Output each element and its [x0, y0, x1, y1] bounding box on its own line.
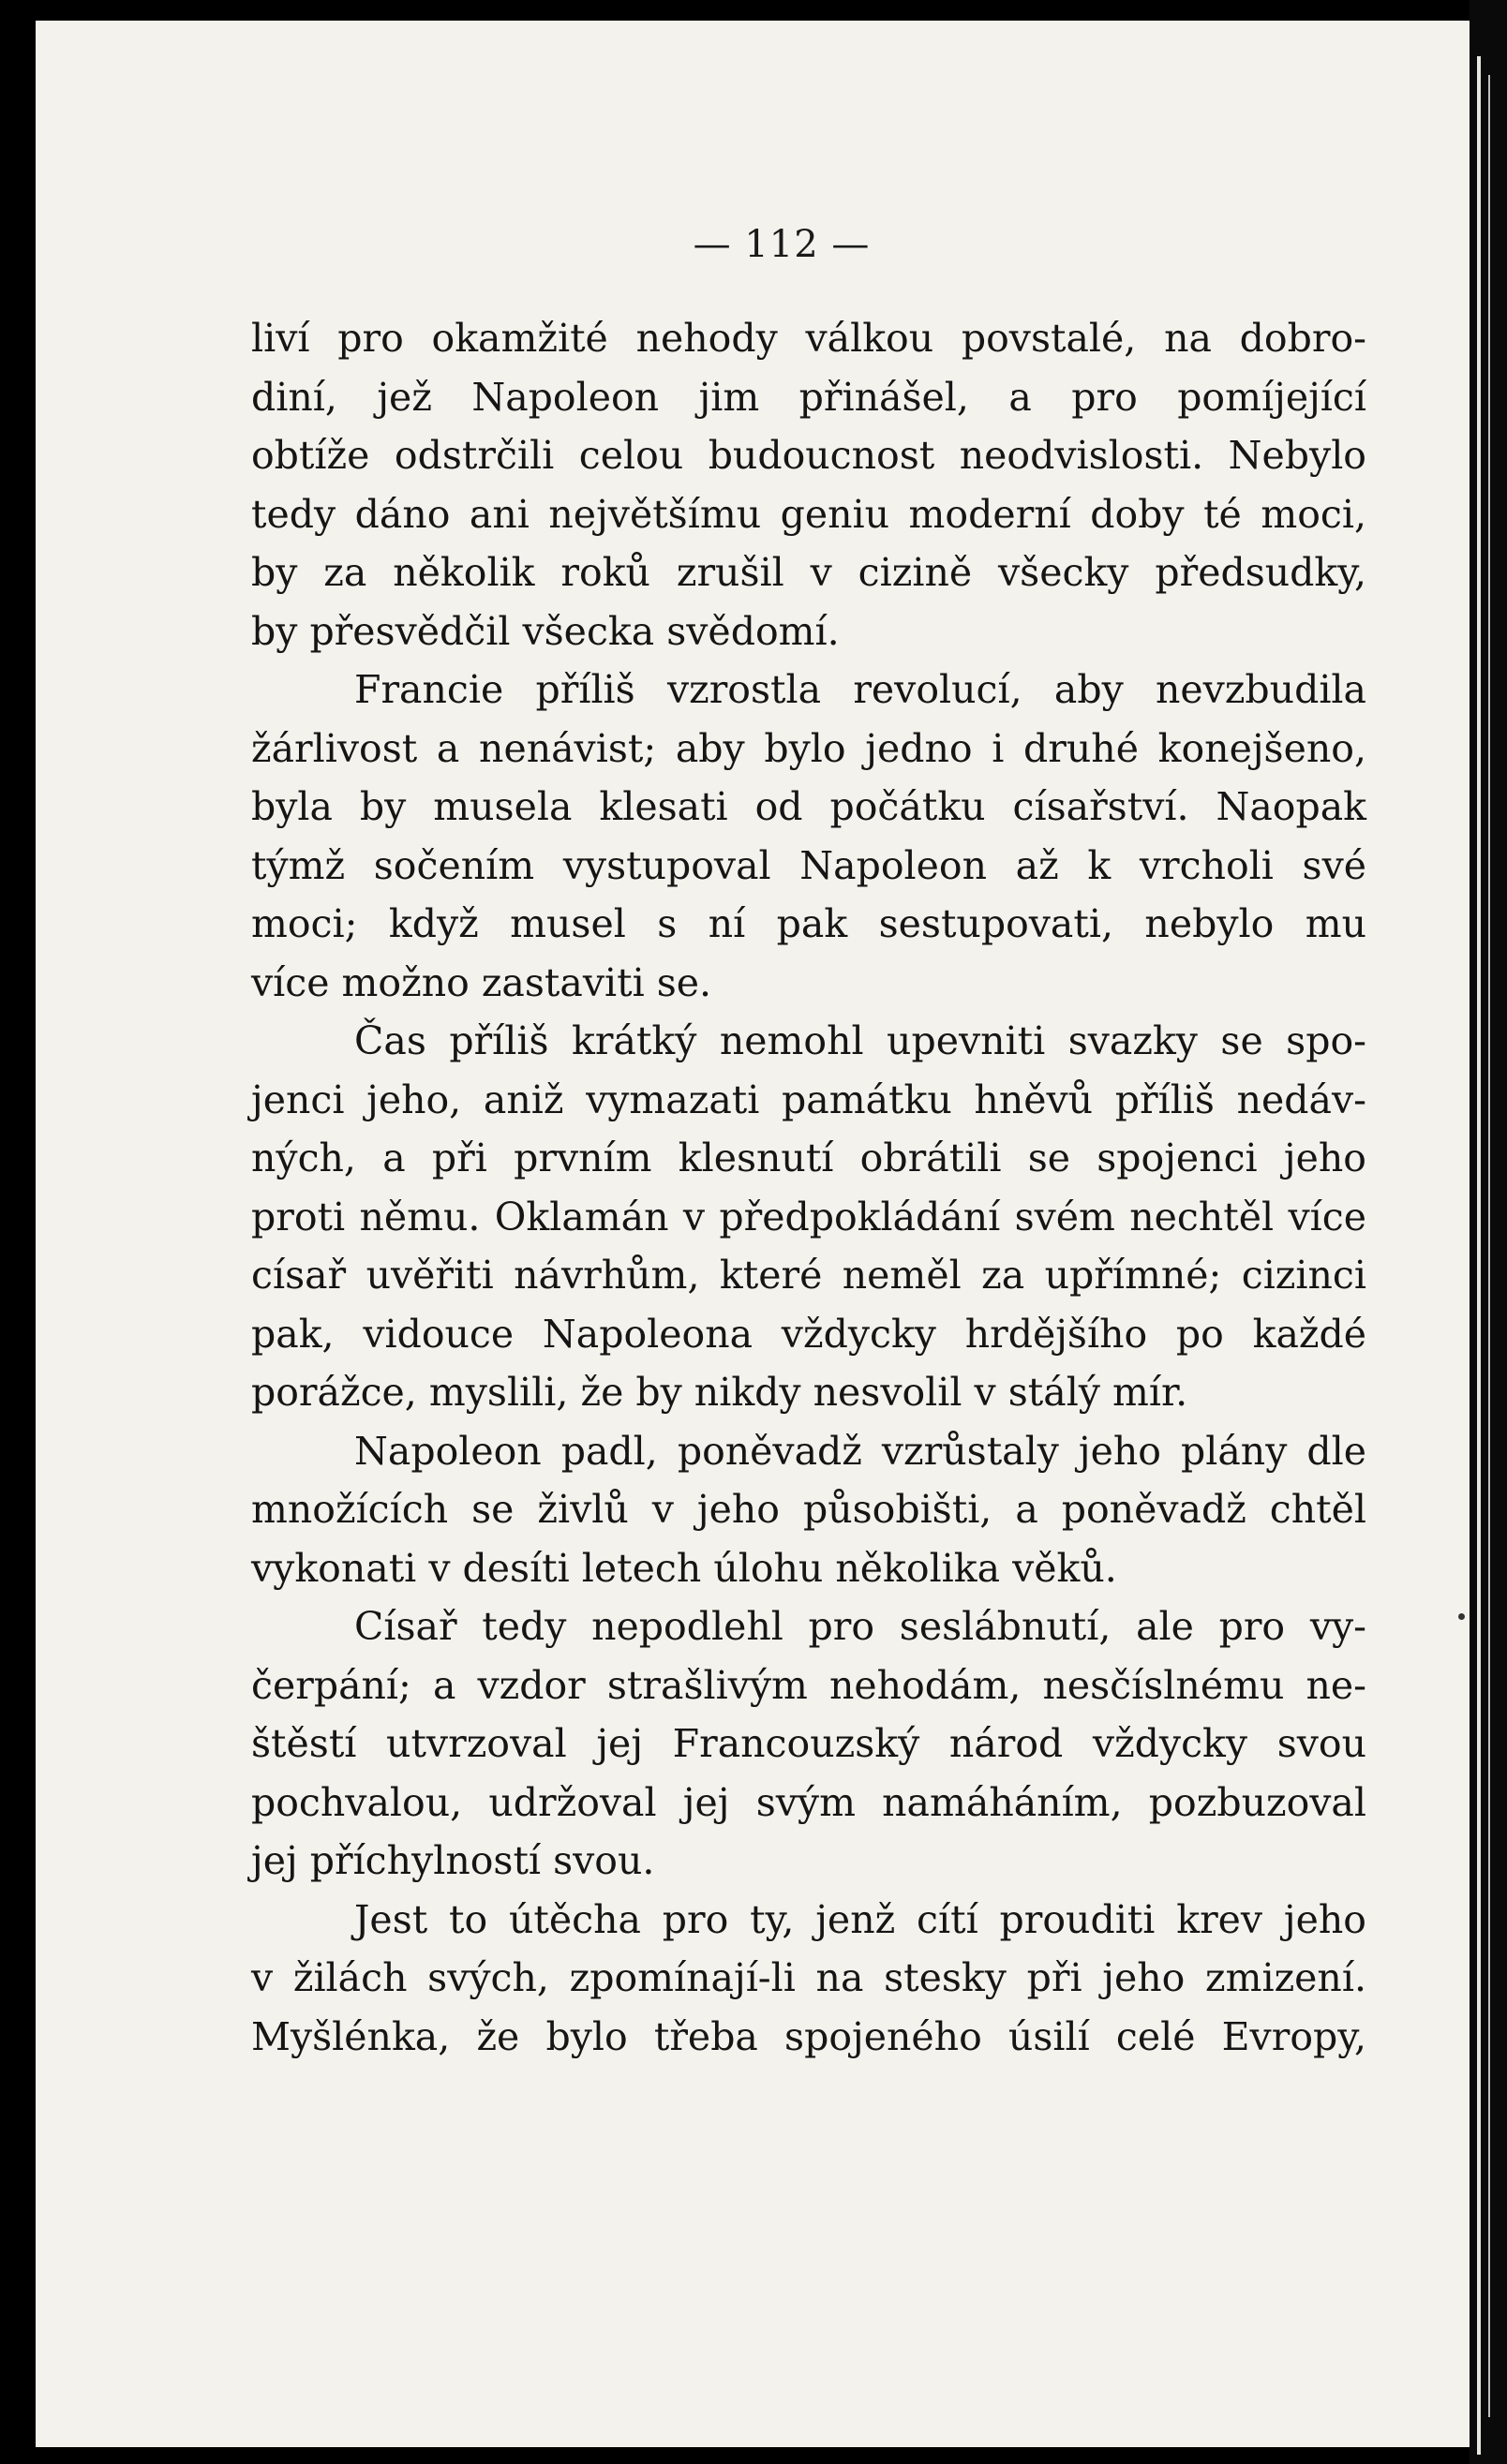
text-line: množících se živlů v jeho působišti, a poněvadž chtěl: [251, 1487, 1366, 1532]
text-line: Francie příliš vzrostla revolucí, aby nevzbudila: [354, 667, 1366, 712]
text-line: proti němu. Oklamán v předpokládání svém nechtěl více: [251, 1194, 1366, 1239]
text-line: čerpání; a vzdor strašlivým nehodám, nesčíslnému ne-: [251, 1662, 1366, 1708]
text-line: moci; když musel s ní pak sestupovati, nebylo mu: [251, 901, 1366, 946]
page-edge-line-inner: [1488, 75, 1490, 2417]
text-line: byla by musela klesati od počátku císařství. Naopak: [251, 784, 1366, 829]
text-line: Napoleon padl, poněvadž vzrůstaly jeho plány dle: [354, 1428, 1366, 1474]
text-line: obtíže odstrčili celou budoucnost neodvislosti. Nebylo: [251, 433, 1366, 478]
text-line: porážce, myslili, že by nikdy nesvolil v stálý mír.: [251, 1370, 1188, 1415]
margin-speck: [1458, 1613, 1465, 1620]
paragraph: [251, 1422, 1366, 1598]
text-line: jenci jeho, aniž vymazati památku hněvů příliš nedáv-: [251, 1076, 1366, 1122]
text-line: by za několik roků zrušil v cizině všecky předsudky,: [251, 550, 1366, 595]
paragraph: [251, 1012, 1366, 1422]
text-line: tedy dáno ani největšímu geniu moderní doby té moci,: [251, 491, 1366, 537]
text-line: ných, a při prvním klesnutí obrátili se spojenci jeho: [251, 1136, 1366, 1180]
paragraph: [251, 1891, 1366, 2067]
text-line: jej příchylností svou.: [251, 1838, 655, 1883]
page-edge-line: [1477, 56, 1481, 2455]
page-number: — 112 —: [693, 223, 871, 266]
text-line: týmž sočením vystupoval Napoleon až k vrcholi své: [251, 842, 1366, 888]
text-line: vykonati v desíti letech úlohu několika věků.: [251, 1545, 1117, 1591]
text-line: Myšlénka, že bylo třeba spojeného úsilí celé Evropy,: [251, 2013, 1366, 2059]
text-line: císař uvěřiti návrhům, které neměl za upřímné; cizinci: [251, 1253, 1366, 1298]
text-line: pak, vidouce Napoleona vždycky hrdějšího po každé: [251, 1311, 1366, 1357]
text-line: Čas příliš krátký nemohl upevniti svazky se spo-: [354, 1018, 1366, 1063]
text-line: v žilách svých, zpomínají-li na stesky při jeho zmizení.: [251, 1955, 1366, 2000]
text-line: by přesvědčil všecka svědomí.: [251, 608, 840, 654]
text-line: žárlivost a nenávist; aby bylo jedno i druhé konejšeno,: [251, 725, 1366, 771]
text-line: více možno zastaviti se.: [251, 959, 712, 1005]
text-line: Císař tedy nepodlehl pro seslábnutí, ale pro vy-: [354, 1604, 1366, 1649]
text-line: liví pro okamžité nehody válkou povstalé, na dobro-: [251, 316, 1366, 361]
text-line: štěstí utvrzoval jej Francouzský národ vždycky svou: [251, 1721, 1366, 1766]
text-line: pochvalou, udržoval jej svým namáháním, pozbuzoval: [251, 1779, 1366, 1825]
paragraph: [251, 1597, 1366, 1891]
paragraph: [251, 309, 1366, 661]
paragraph: [251, 661, 1366, 1012]
text-line: Jest to útěcha pro ty, jenž cítí prouditi krev jeho: [354, 1896, 1366, 1942]
body-text: [251, 309, 1366, 2066]
text-line: diní, jež Napoleon jim přinášel, a pro pomíjející: [251, 374, 1366, 420]
